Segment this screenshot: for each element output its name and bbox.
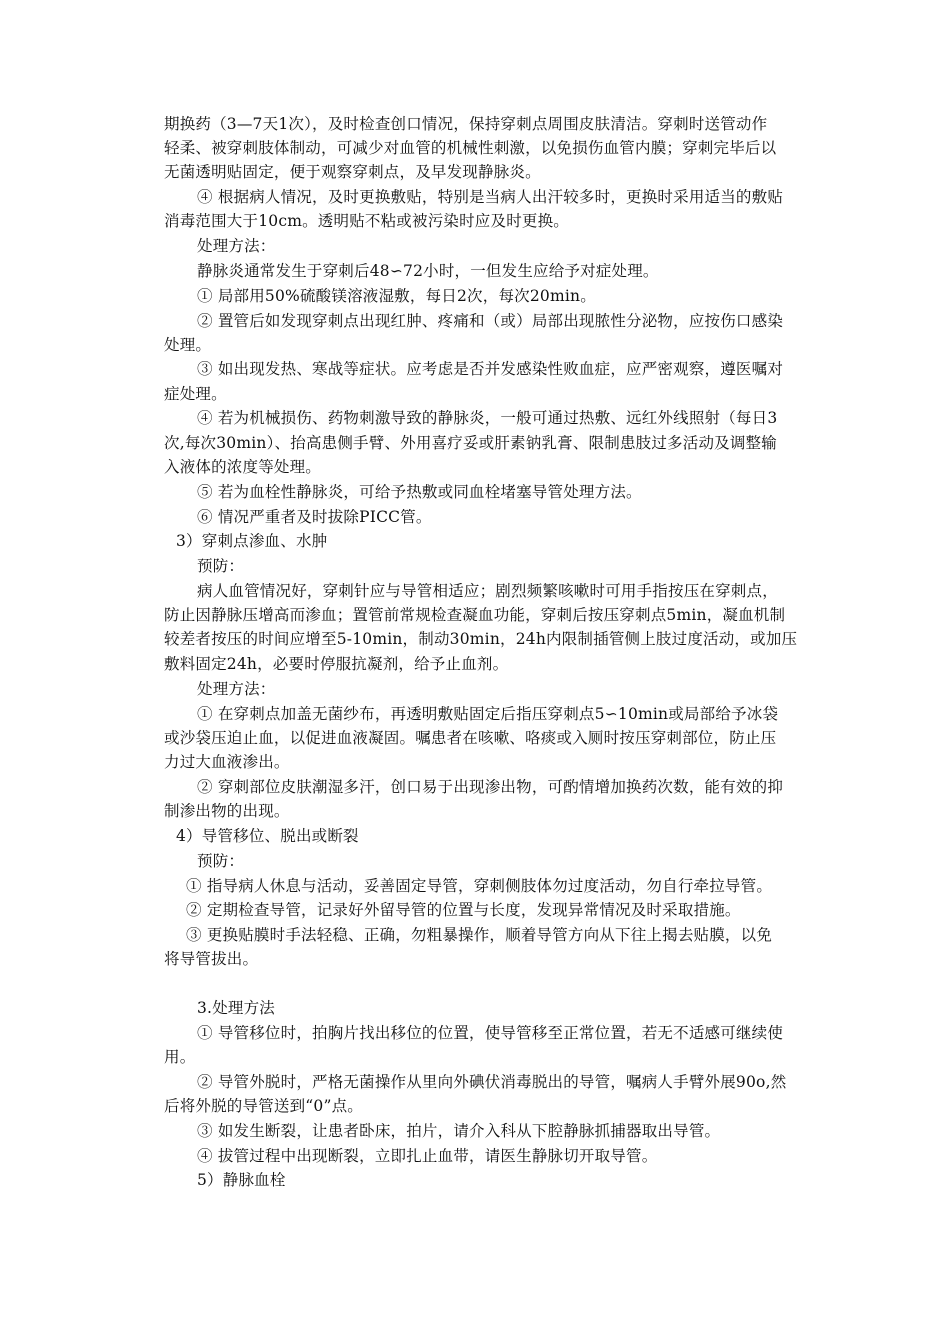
section-heading: 4）导管移位、脱出或断裂 bbox=[176, 827, 359, 845]
text-line: 次,每次30min）、抬高患侧手臂、外用喜疗妥或肝素钠乳膏、限制患肢过多活动及调整输 bbox=[164, 434, 777, 452]
text-line: 防止因静脉压增高而渗血；置管前常规检查凝血功能，穿刺后按压穿刺点5min，凝血机制 bbox=[164, 606, 786, 624]
text-line: 轻柔、被穿刺肢体制动，可减少对血管的机械性刺激，以免损伤血管内膜；穿刺完毕后以 bbox=[164, 139, 777, 157]
text-line: 将导管拔出。 bbox=[164, 950, 259, 968]
text-line: 处理方法： bbox=[197, 237, 276, 255]
text-line: ② 导管外脱时，严格无菌操作从里向外碘伏消毒脱出的导管，嘱病人手臂外展90o,然 bbox=[197, 1073, 787, 1091]
text-line: 预防： bbox=[197, 557, 245, 575]
section-heading: 3）穿刺点渗血、水肿 bbox=[176, 532, 328, 550]
text-line: 症处理。 bbox=[164, 385, 227, 403]
text-line: 静脉炎通常发生于穿刺后48∽72小时，一但发生应给予对症处理。 bbox=[197, 262, 659, 280]
text-line: 敷料固定24h，必要时停服抗凝剂，给予止血剂。 bbox=[164, 655, 509, 673]
text-line: 力过大血液渗出。 bbox=[164, 753, 290, 771]
text-line: ① 局部用50%硫酸镁溶液湿敷，每日2次，每次20min。 bbox=[197, 287, 596, 305]
text-line: 处理。 bbox=[164, 336, 212, 354]
text-line: ④ 根据病人情况，及时更换敷贴，特别是当病人出汗较多时，更换时采用适当的敷贴 bbox=[197, 188, 784, 206]
text-line: 较差者按压的时间应增至5-10min，制动30min，24h内限制插管侧上肢过度活动，或加压 bbox=[164, 630, 798, 648]
text-line: 无菌透明贴固定，便于观察穿刺点，及早发现静脉炎。 bbox=[164, 163, 541, 181]
text-line: ① 导管移位时，拍胸片找出移位的位置，使导管移至正常位置，若无不适感可继续使 bbox=[197, 1024, 784, 1042]
text-line: ② 定期检查导管，记录好外留导管的位置与长度，发现异常情况及时采取措施。 bbox=[186, 901, 741, 919]
text-line: ① 指导病人休息与活动，妥善固定导管，穿刺侧肢体勿过度活动，勿自行牵拉导管。 bbox=[186, 877, 773, 895]
text-line: ② 穿刺部位皮肤潮湿多汗，创口易于出现渗出物，可酌情增加换药次数，能有效的抑 bbox=[197, 778, 784, 796]
text-line: 制渗出物的出现。 bbox=[164, 802, 290, 820]
text-line: ③ 如出现发热、寒战等症状。应考虑是否并发感染性败血症，应严密观察，遵医嘱对 bbox=[197, 360, 784, 378]
text-line: 或沙袋压迫止血，以促进血液凝固。嘱患者在咳嗽、咯痰或入厕时按压穿刺部位，防止压 bbox=[164, 729, 777, 747]
text-line: 期换药（3—7天1次），及时检查创口情况，保持穿刺点周围皮肤清洁。穿刺时送管动作 bbox=[164, 115, 768, 133]
text-line: 后将外脱的导管送到“0”点。 bbox=[164, 1097, 364, 1115]
text-line: 消毒范围大于10cm。透明贴不粘或被污染时应及时更换。 bbox=[164, 212, 570, 230]
text-line: 处理方法： bbox=[197, 680, 276, 698]
text-line: 用。 bbox=[164, 1048, 196, 1066]
section-heading: 5）静脉血栓 bbox=[197, 1171, 286, 1189]
text-line: ④ 拔管过程中出现断裂，立即扎止血带，请医生静脉切开取导管。 bbox=[197, 1147, 658, 1165]
text-line: ⑤ 若为血栓性静脉炎，可给予热敷或同血栓堵塞导管处理方法。 bbox=[197, 483, 642, 501]
text-line: ③ 更换贴膜时手法轻稳、正确，勿粗暴操作，顺着导管方向从下往上揭去贴膜，以免 bbox=[186, 926, 773, 944]
text-line: ② 置管后如发现穿刺点出现红肿、疼痛和（或）局部出现脓性分泌物，应按伤口感染 bbox=[197, 312, 784, 330]
text-line: ① 在穿刺点加盖无菌纱布，再透明敷贴固定后指压穿刺点5∽10min或局部给予冰袋 bbox=[197, 705, 779, 723]
text-line: ⑥ 情况严重者及时拔除PICC管。 bbox=[197, 508, 432, 526]
section-heading: 3.处理方法 bbox=[197, 999, 275, 1017]
text-line: 病人血管情况好，穿刺针应与导管相适应；剧烈频繁咳嗽时可用手指按压在穿刺点， bbox=[197, 582, 778, 600]
text-line: ④ 若为机械损伤、药物刺激导致的静脉炎，一般可通过热敷、远红外线照射（每日3 bbox=[197, 409, 778, 427]
text-line: 预防： bbox=[197, 852, 245, 870]
text-line: 入液体的浓度等处理。 bbox=[164, 458, 322, 476]
text-line: ③ 如发生断裂，让患者卧床，拍片，请介入科从下腔静脉抓捕器取出导管。 bbox=[197, 1122, 721, 1140]
